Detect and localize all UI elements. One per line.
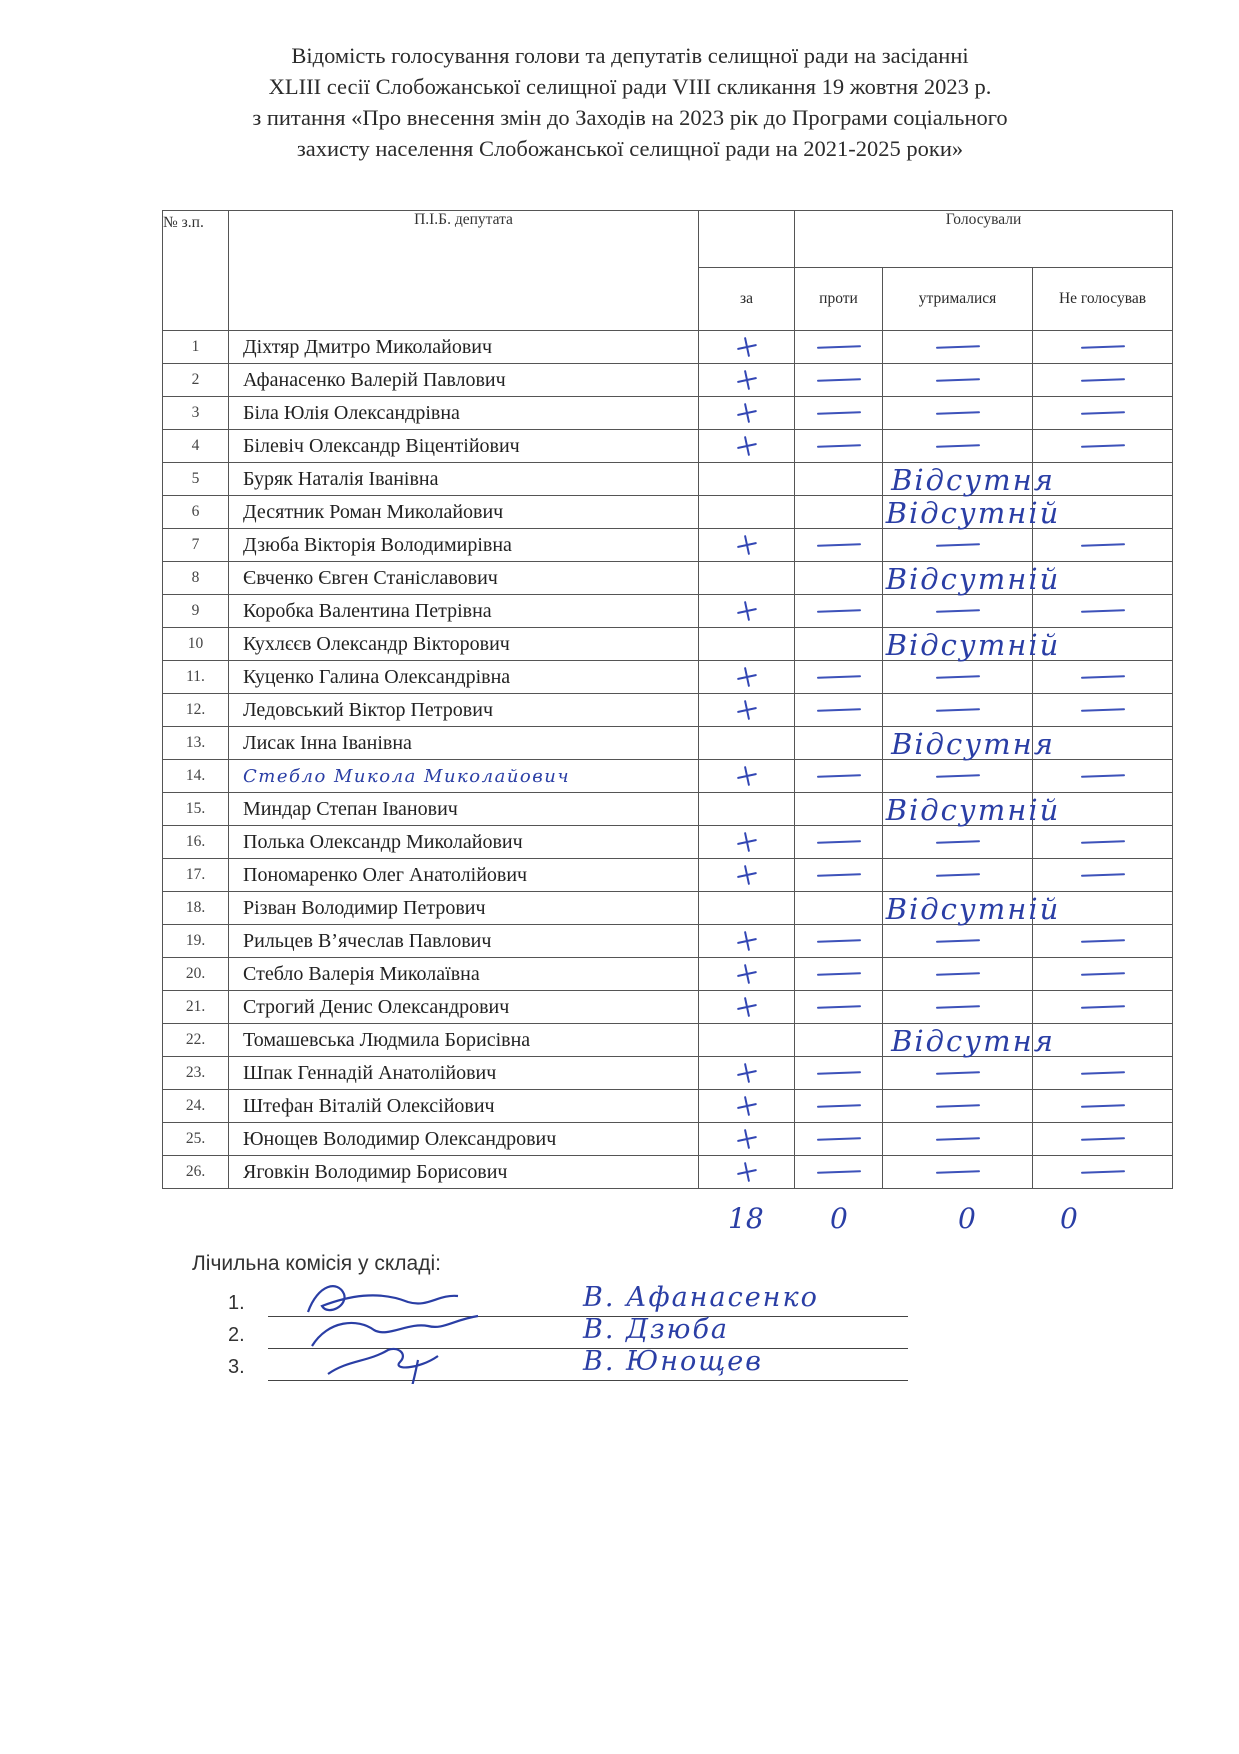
- plus-mark-icon: [735, 1061, 759, 1085]
- vote-against-cell: [795, 628, 1061, 662]
- absent-note: Відсутній: [885, 892, 1061, 926]
- absent-note: Відсутній: [885, 562, 1061, 596]
- vote-against-cell: [795, 1024, 1055, 1058]
- table-row: [163, 331, 1173, 364]
- dash-mark-icon: [816, 543, 860, 547]
- vote-notvoted-cell: [1033, 1156, 1173, 1189]
- row-number: 17.: [163, 859, 229, 892]
- deputy-name: Лисак Інна Іванівна: [229, 727, 699, 760]
- vote-for-cell: [699, 463, 795, 496]
- deputy-name: Яговкін Володимир Борисович: [229, 1156, 699, 1189]
- dash-mark-icon: [1080, 1137, 1124, 1141]
- vote-abstain-cell: [883, 1123, 1033, 1156]
- deputy-name: Десятник Роман Миколайович: [229, 496, 699, 529]
- dash-mark-icon: [816, 972, 860, 976]
- commission-label: Лічильна комісія у складі:: [192, 1252, 441, 1275]
- vote-against-cell: [795, 1123, 883, 1156]
- deputy-name: Миндар Степан Іванович: [229, 793, 699, 826]
- table-row: [163, 364, 1173, 397]
- row-number: 25.: [163, 1123, 229, 1156]
- table-row: [163, 727, 1173, 760]
- vote-against-cell: [795, 1156, 883, 1189]
- row-number: 2: [163, 364, 229, 397]
- table-row: [163, 397, 1173, 430]
- dash-mark-icon: [1080, 1071, 1124, 1075]
- dash-mark-icon: [1080, 972, 1124, 976]
- vote-against-cell: [795, 826, 883, 859]
- row-number: 21.: [163, 991, 229, 1024]
- row-number: 22.: [163, 1024, 229, 1057]
- vote-notvoted-cell: [1033, 661, 1173, 694]
- deputy-name: Біла Юлія Олександрівна: [229, 397, 699, 430]
- deputy-name: Коробка Валентина Петрівна: [229, 595, 699, 628]
- vote-for-cell: [699, 925, 795, 958]
- dash-mark-icon: [935, 1170, 979, 1174]
- header-voted: Голосували: [795, 211, 1173, 268]
- commission-member-3: [228, 1346, 908, 1384]
- vote-against-cell: [795, 892, 1061, 926]
- plus-mark-icon: [735, 665, 759, 689]
- absent-note: Відсутній: [885, 793, 1061, 827]
- vote-for-cell: [699, 958, 795, 991]
- dash-mark-icon: [816, 1170, 860, 1174]
- vote-notvoted-cell: [1033, 760, 1173, 793]
- row-number: 12.: [163, 694, 229, 727]
- row-number: 10: [163, 628, 229, 661]
- deputy-name: Строгий Денис Олександрович: [229, 991, 699, 1024]
- vote-for-cell: [699, 430, 795, 463]
- table-row: [163, 760, 1173, 793]
- vote-for-cell: [699, 364, 795, 397]
- title-line-2: XLIII сесії Слобожанської селищної ради VIII скликання 19 жовтня 2023 р.: [268, 74, 992, 99]
- total-notvoted: 0: [1060, 1202, 1078, 1235]
- vote-abstain-cell: [883, 496, 1033, 529]
- deputy-name: Куценко Галина Олександрівна: [229, 661, 699, 694]
- vote-notvoted-cell: [1033, 397, 1173, 430]
- table-row: [163, 1057, 1173, 1090]
- vote-against-cell: [795, 595, 883, 628]
- vote-against-cell: [795, 925, 883, 958]
- plus-mark-icon: [735, 1127, 759, 1151]
- dash-mark-icon: [1080, 708, 1124, 712]
- table-row: [163, 793, 1173, 826]
- vote-against-cell: [795, 958, 883, 991]
- document-title: [150, 40, 1110, 164]
- vote-abstain-cell: [883, 859, 1033, 892]
- vote-notvoted-cell: [1033, 595, 1173, 628]
- vote-for-cell: [699, 1123, 795, 1156]
- vote-abstain-cell: [883, 397, 1033, 430]
- vote-for-cell: [699, 1024, 795, 1057]
- vote-against-cell: [795, 397, 883, 430]
- voting-table-body: [163, 331, 1173, 1189]
- deputy-name: Білевіч Олександр Віцентійович: [229, 430, 699, 463]
- vote-against-cell: [795, 529, 883, 562]
- vote-for-cell: [699, 991, 795, 1024]
- vote-notvoted-cell: [1033, 430, 1173, 463]
- dash-mark-icon: [1080, 1170, 1124, 1174]
- deputy-name: Афанасенко Валерій Павлович: [229, 364, 699, 397]
- dash-mark-icon: [1080, 1005, 1124, 1009]
- plus-mark-icon: [735, 599, 759, 623]
- dash-mark-icon: [935, 873, 979, 877]
- vote-abstain-cell: [883, 331, 1033, 364]
- vote-for-cell: [699, 331, 795, 364]
- vote-for-cell: [699, 760, 795, 793]
- dash-mark-icon: [1080, 345, 1124, 349]
- row-number: 26.: [163, 1156, 229, 1189]
- row-number: 24.: [163, 1090, 229, 1123]
- vote-notvoted-cell: [1033, 1024, 1173, 1057]
- dash-mark-icon: [1080, 411, 1124, 415]
- vote-for-cell: [699, 397, 795, 430]
- plus-mark-icon: [735, 533, 759, 557]
- dash-mark-icon: [816, 444, 860, 448]
- commission-index: 1.: [228, 1292, 245, 1314]
- vote-for-cell: [699, 661, 795, 694]
- dash-mark-icon: [935, 543, 979, 547]
- dash-mark-icon: [1080, 378, 1124, 382]
- vote-notvoted-cell: [1033, 331, 1173, 364]
- total-for: 18: [728, 1202, 764, 1235]
- dash-mark-icon: [1080, 840, 1124, 844]
- vote-abstain-cell: [883, 958, 1033, 991]
- table-row: [163, 1156, 1173, 1189]
- row-number: 1: [163, 331, 229, 364]
- dash-mark-icon: [816, 939, 860, 943]
- total-against: 0: [830, 1202, 848, 1235]
- dash-mark-icon: [1080, 675, 1124, 679]
- vote-against-cell: [795, 661, 883, 694]
- commission-name: В. Юнощев: [583, 1346, 763, 1377]
- voting-table: [162, 210, 1173, 1189]
- vote-against-cell: [795, 562, 1061, 596]
- vote-notvoted-cell: [1033, 859, 1173, 892]
- deputy-name: Ледовський Віктор Петрович: [229, 694, 699, 727]
- vote-for-cell: [699, 694, 795, 727]
- commission-name: В. Дзюба: [583, 1314, 730, 1345]
- vote-abstain-cell: [883, 463, 1033, 496]
- plus-mark-icon: [735, 434, 759, 458]
- dash-mark-icon: [935, 708, 979, 712]
- row-number: 15.: [163, 793, 229, 826]
- dash-mark-icon: [1080, 1104, 1124, 1108]
- header-against: проти: [795, 268, 883, 331]
- vote-notvoted-cell: [1033, 1090, 1173, 1123]
- vote-notvoted-cell: [1033, 1057, 1173, 1090]
- plus-mark-icon: [735, 1160, 759, 1184]
- vote-for-cell: [699, 1057, 795, 1090]
- header-for: за: [699, 268, 795, 331]
- dash-mark-icon: [816, 345, 860, 349]
- vote-notvoted-cell: [1033, 958, 1173, 991]
- vote-abstain-cell: [883, 364, 1033, 397]
- table-row: [163, 628, 1173, 661]
- dash-mark-icon: [935, 345, 979, 349]
- deputy-name: Дзюба Вікторія Володимирівна: [229, 529, 699, 562]
- vote-for-cell: [699, 859, 795, 892]
- plus-mark-icon: [735, 368, 759, 392]
- vote-for-cell: [699, 727, 795, 760]
- deputy-name: Рильцев В’ячеслав Павлович: [229, 925, 699, 958]
- vote-notvoted-cell: [1033, 727, 1173, 760]
- commission-name: В. Афанасенко: [583, 1282, 819, 1313]
- vote-abstain-cell: [883, 760, 1033, 793]
- dash-mark-icon: [935, 774, 979, 778]
- table-row: [163, 463, 1173, 496]
- table-row: [163, 991, 1173, 1024]
- row-number: 16.: [163, 826, 229, 859]
- plus-mark-icon: [735, 335, 759, 359]
- table-row: [163, 826, 1173, 859]
- vote-abstain-cell: [883, 1156, 1033, 1189]
- vote-against-cell: [795, 991, 883, 1024]
- deputy-name: Кухлєєв Олександр Вікторович: [229, 628, 699, 661]
- plus-mark-icon: [735, 401, 759, 425]
- vote-abstain-cell: [883, 793, 1033, 826]
- vote-against-cell: [795, 694, 883, 727]
- table-row: [163, 430, 1173, 463]
- title-line-1: Відомість голосування голови та депутатів селищної ради на засіданні: [291, 43, 969, 68]
- vote-against-cell: [795, 760, 883, 793]
- row-number: 7: [163, 529, 229, 562]
- table-row: [163, 958, 1173, 991]
- deputy-name: Юнощев Володимир Олександрович: [229, 1123, 699, 1156]
- vote-notvoted-cell: [1033, 364, 1173, 397]
- row-number: 3: [163, 397, 229, 430]
- row-number: 13.: [163, 727, 229, 760]
- vote-for-cell: [699, 595, 795, 628]
- row-number: 5: [163, 463, 229, 496]
- vote-against-cell: [795, 463, 1055, 497]
- plus-mark-icon: [735, 764, 759, 788]
- vote-notvoted-cell: [1033, 694, 1173, 727]
- row-number: 6: [163, 496, 229, 529]
- header-notvoted: Не голосував: [1033, 268, 1173, 331]
- table-row: [163, 892, 1173, 925]
- row-number: 9: [163, 595, 229, 628]
- dash-mark-icon: [816, 1104, 860, 1108]
- dash-mark-icon: [816, 675, 860, 679]
- vote-against-cell: [795, 793, 1061, 827]
- deputy-name: Шпак Геннадій Анатолійович: [229, 1057, 699, 1090]
- deputy-name: Томашевська Людмила Борисівна: [229, 1024, 699, 1057]
- dash-mark-icon: [816, 378, 860, 382]
- vote-notvoted-cell: [1033, 628, 1173, 661]
- row-number: 23.: [163, 1057, 229, 1090]
- vote-for-cell: [699, 628, 795, 661]
- vote-abstain-cell: [883, 661, 1033, 694]
- title-line-4: захисту населення Слобожанської селищної ради на 2021-2025 роки»: [296, 136, 964, 161]
- vote-abstain-cell: [883, 1024, 1033, 1057]
- table-row: [163, 925, 1173, 958]
- dash-mark-icon: [935, 444, 979, 448]
- dash-mark-icon: [816, 873, 860, 877]
- table-row: [163, 694, 1173, 727]
- absent-note: Відсутня: [891, 1024, 1055, 1058]
- plus-mark-icon: [735, 929, 759, 953]
- dash-mark-icon: [1080, 543, 1124, 547]
- vote-for-cell: [699, 562, 795, 595]
- row-number: 20.: [163, 958, 229, 991]
- vote-for-cell: [699, 826, 795, 859]
- absent-note: Відсутня: [891, 463, 1055, 497]
- vote-notvoted-cell: [1033, 991, 1173, 1024]
- table-row: [163, 496, 1173, 529]
- commission-index: 2.: [228, 1324, 245, 1346]
- dash-mark-icon: [1080, 873, 1124, 877]
- vote-abstain-cell: [883, 595, 1033, 628]
- table-row: [163, 859, 1173, 892]
- dash-mark-icon: [1080, 939, 1124, 943]
- vote-for-cell: [699, 793, 795, 826]
- dash-mark-icon: [935, 1005, 979, 1009]
- vote-notvoted-cell: [1033, 496, 1173, 529]
- vote-abstain-cell: [883, 892, 1033, 925]
- table-row: [163, 1123, 1173, 1156]
- vote-against-cell: [795, 1090, 883, 1123]
- vote-abstain-cell: [883, 826, 1033, 859]
- absent-note: Відсутній: [885, 628, 1061, 662]
- vote-against-cell: [795, 496, 1061, 530]
- vote-notvoted-cell: [1033, 562, 1173, 595]
- dash-mark-icon: [1080, 609, 1124, 613]
- dash-mark-icon: [816, 708, 860, 712]
- row-number: 4: [163, 430, 229, 463]
- vote-notvoted-cell: [1033, 463, 1173, 496]
- table-row: [163, 562, 1173, 595]
- header-number-label: № з.п.: [163, 214, 204, 231]
- dash-mark-icon: [935, 840, 979, 844]
- dash-mark-icon: [935, 411, 979, 415]
- dash-mark-icon: [816, 840, 860, 844]
- header-number: [163, 211, 229, 331]
- vote-abstain-cell: [883, 529, 1033, 562]
- vote-abstain-cell: [883, 694, 1033, 727]
- title-line-3: з питання «Про внесення змін до Заходів на 2023 рік до Програми соціального: [252, 105, 1008, 130]
- vote-against-cell: [795, 331, 883, 364]
- deputy-name: Стебло Микола Миколайович: [229, 760, 699, 793]
- deputy-name: Буряк Наталія Іванівна: [229, 463, 699, 496]
- plus-mark-icon: [735, 863, 759, 887]
- deputy-name: Пономаренко Олег Анатолійович: [229, 859, 699, 892]
- vote-for-cell: [699, 892, 795, 925]
- vote-abstain-cell: [883, 925, 1033, 958]
- dash-mark-icon: [816, 774, 860, 778]
- row-number: 14.: [163, 760, 229, 793]
- plus-mark-icon: [735, 962, 759, 986]
- dash-mark-icon: [935, 378, 979, 382]
- plus-mark-icon: [735, 995, 759, 1019]
- row-number: 18.: [163, 892, 229, 925]
- vote-abstain-cell: [883, 430, 1033, 463]
- vote-abstain-cell: [883, 1090, 1033, 1123]
- table-row: [163, 595, 1173, 628]
- table-row: [163, 529, 1173, 562]
- row-number: 19.: [163, 925, 229, 958]
- deputy-name: Полька Олександр Миколайович: [229, 826, 699, 859]
- deputy-name: Різван Володимир Петрович: [229, 892, 699, 925]
- dash-mark-icon: [816, 1071, 860, 1075]
- vote-notvoted-cell: [1033, 529, 1173, 562]
- deputy-name: Штефан Віталій Олексійович: [229, 1090, 699, 1123]
- vote-against-cell: [795, 727, 1055, 761]
- dash-mark-icon: [935, 972, 979, 976]
- vote-against-cell: [795, 859, 883, 892]
- absent-note: Відсутня: [891, 727, 1055, 761]
- row-number: 8: [163, 562, 229, 595]
- row-number: 11.: [163, 661, 229, 694]
- vote-notvoted-cell: [1033, 1123, 1173, 1156]
- vote-against-cell: [795, 1057, 883, 1090]
- plus-mark-icon: [735, 698, 759, 722]
- dash-mark-icon: [1080, 774, 1124, 778]
- dash-mark-icon: [816, 609, 860, 613]
- vote-abstain-cell: [883, 628, 1033, 661]
- plus-mark-icon: [735, 830, 759, 854]
- deputy-name: Діхтяр Дмитро Миколайович: [229, 331, 699, 364]
- vote-notvoted-cell: [1033, 892, 1173, 925]
- dash-mark-icon: [1080, 444, 1124, 448]
- vote-abstain-cell: [883, 991, 1033, 1024]
- vote-abstain-cell: [883, 562, 1033, 595]
- dash-mark-icon: [816, 1005, 860, 1009]
- commission-index: 3.: [228, 1356, 245, 1378]
- header-abstain: утрималися: [883, 268, 1033, 331]
- vote-against-cell: [795, 430, 883, 463]
- vote-notvoted-cell: [1033, 826, 1173, 859]
- dash-mark-icon: [816, 1137, 860, 1141]
- dash-mark-icon: [935, 939, 979, 943]
- header-for-blank: [699, 211, 795, 268]
- dash-mark-icon: [935, 675, 979, 679]
- vote-against-cell: [795, 364, 883, 397]
- absent-note: Відсутній: [885, 496, 1061, 530]
- vote-abstain-cell: [883, 727, 1033, 760]
- dash-mark-icon: [935, 1137, 979, 1141]
- vote-for-cell: [699, 496, 795, 529]
- table-row: [163, 661, 1173, 694]
- dash-mark-icon: [935, 1071, 979, 1075]
- vote-for-cell: [699, 1156, 795, 1189]
- vote-abstain-cell: [883, 1057, 1033, 1090]
- dash-mark-icon: [935, 609, 979, 613]
- vote-for-cell: [699, 529, 795, 562]
- header-name: П.І.Б. депутата: [229, 211, 699, 331]
- signature-icon: [288, 1340, 488, 1384]
- total-abstain: 0: [958, 1202, 976, 1235]
- deputy-name: Євченко Євген Станіславович: [229, 562, 699, 595]
- deputy-name: Стебло Валерія Миколаївна: [229, 958, 699, 991]
- dash-mark-icon: [935, 1104, 979, 1108]
- table-row: [163, 1090, 1173, 1123]
- dash-mark-icon: [816, 411, 860, 415]
- vote-notvoted-cell: [1033, 793, 1173, 826]
- plus-mark-icon: [735, 1094, 759, 1118]
- vote-notvoted-cell: [1033, 925, 1173, 958]
- vote-for-cell: [699, 1090, 795, 1123]
- table-row: [163, 1024, 1173, 1057]
